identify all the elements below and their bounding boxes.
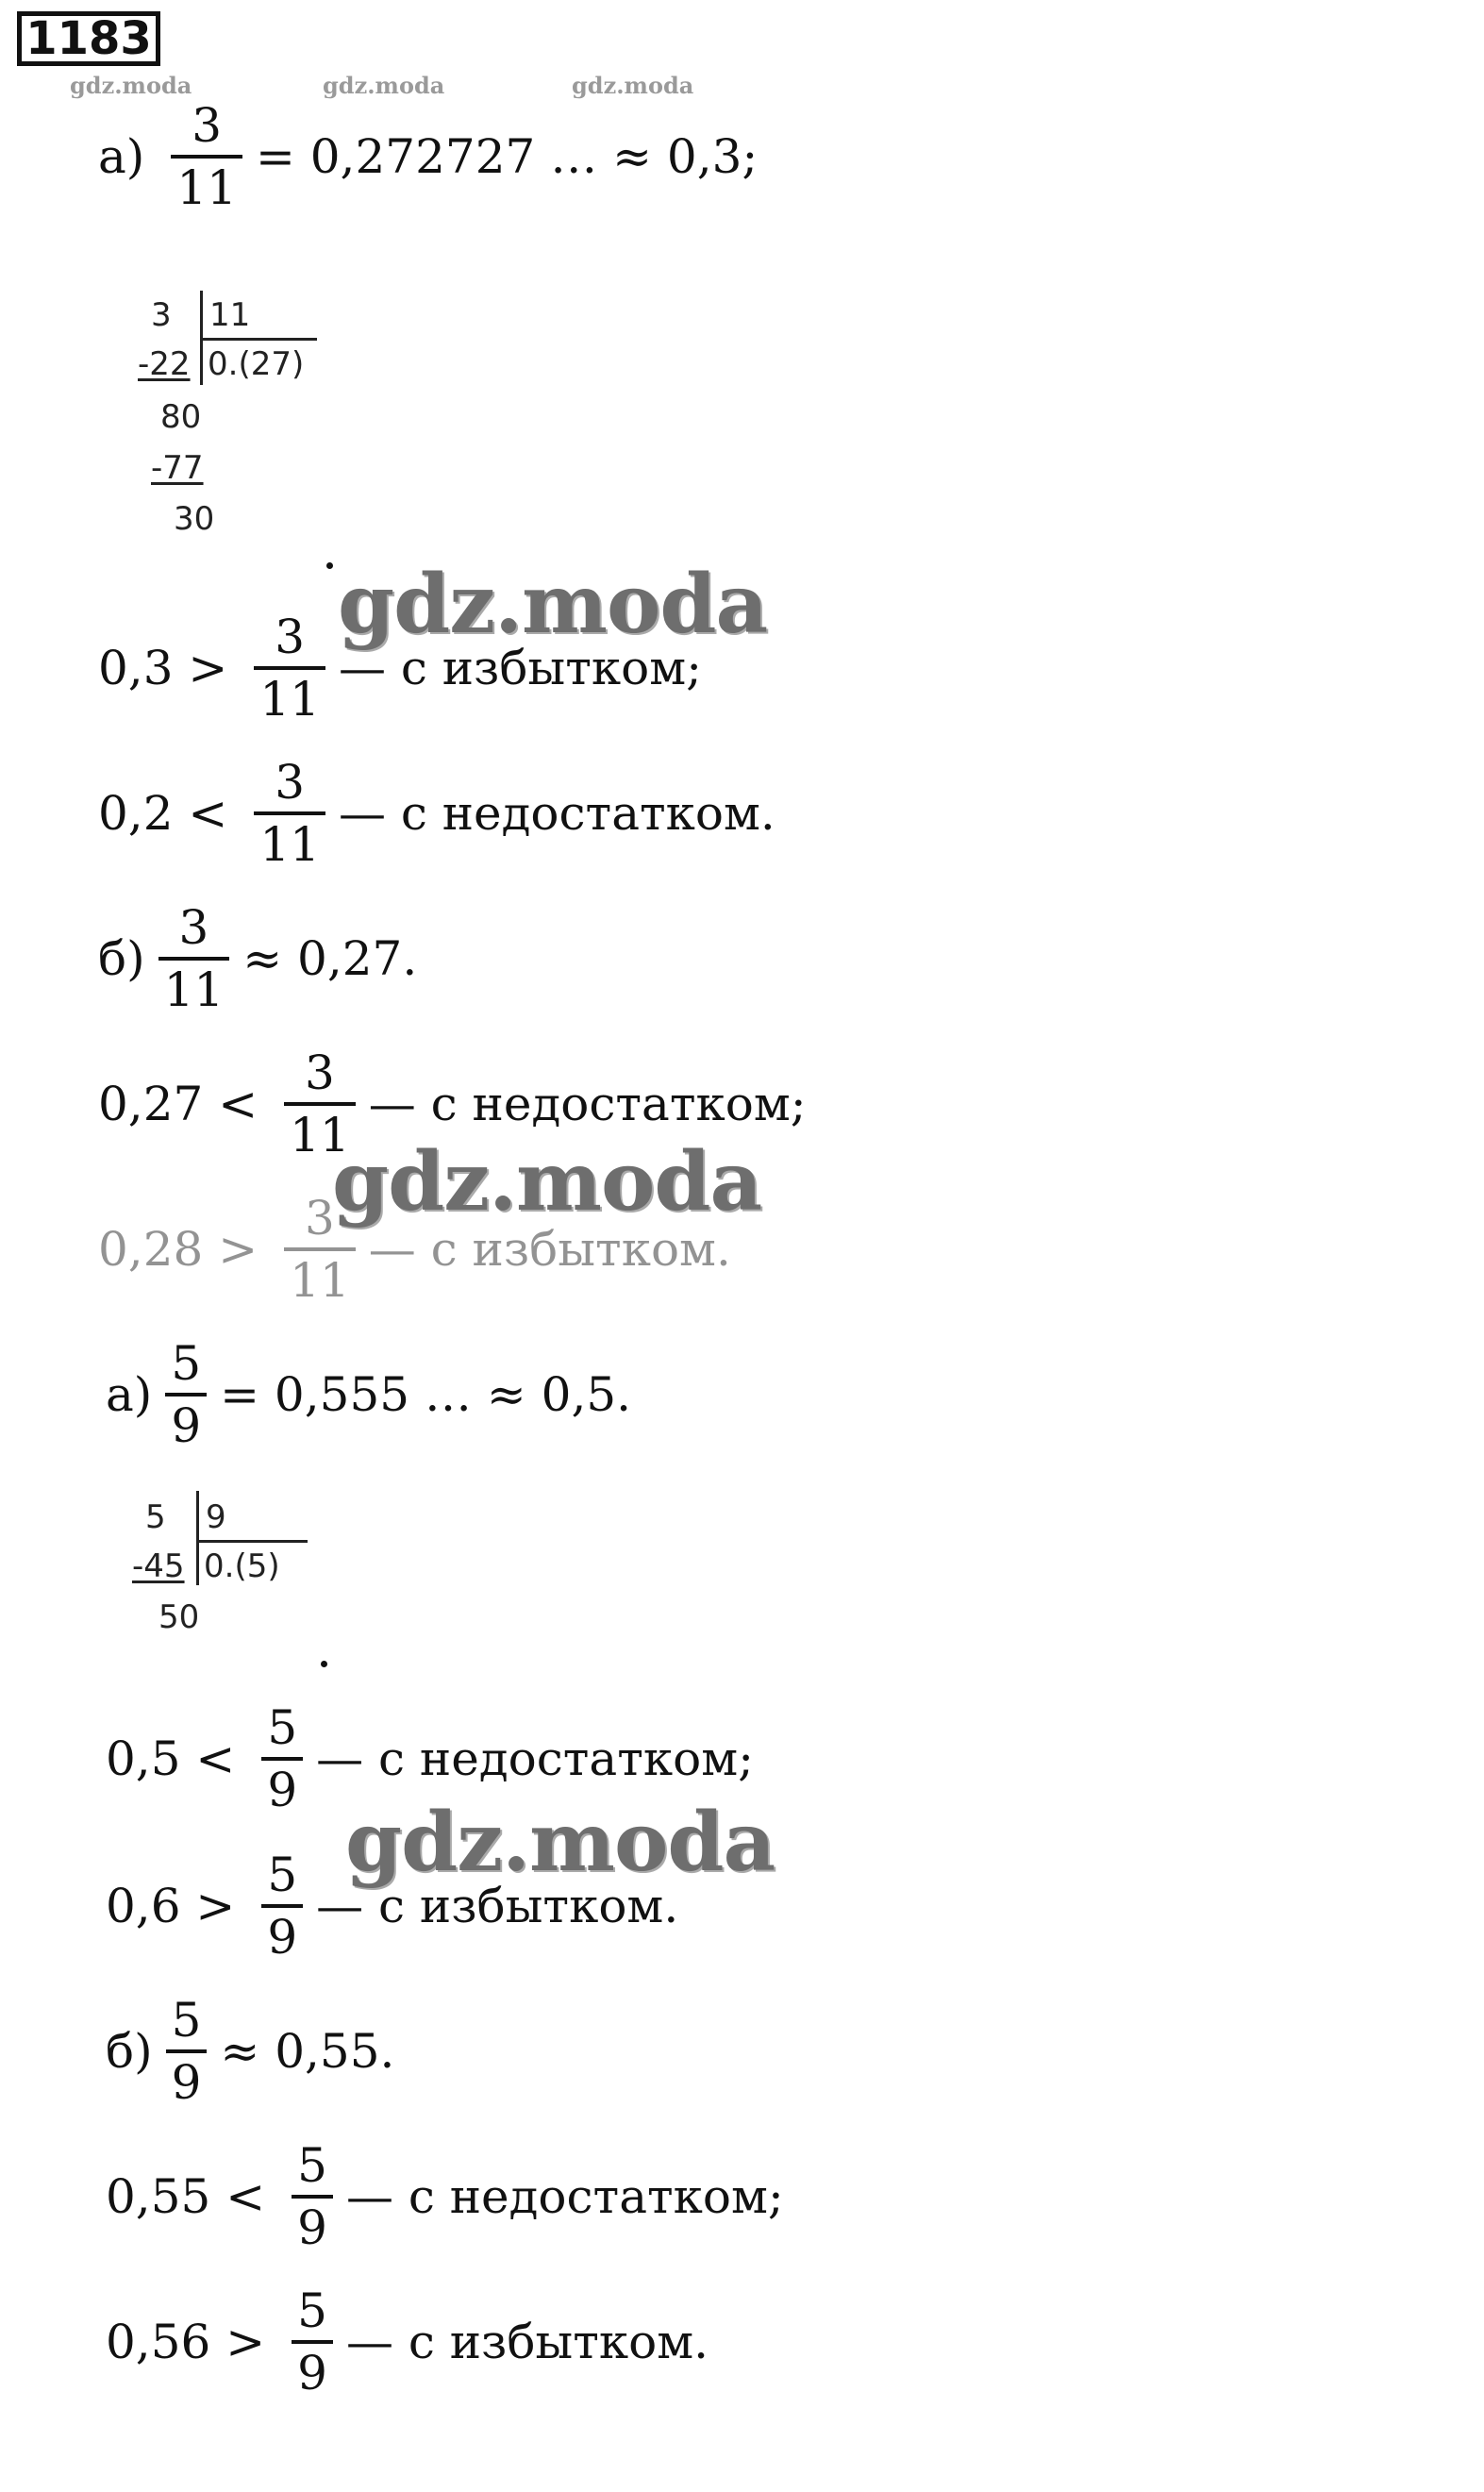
part1-inequality-4	[98, 1191, 744, 1308]
inequality-rhs: — с недостатком;	[316, 1731, 754, 1786]
fraction-denominator: 9	[297, 2346, 327, 2400]
division-horizontal-line	[200, 338, 317, 341]
watermark-big: gdz.moda	[345, 1795, 775, 1890]
fraction-numerator: 5	[267, 1848, 298, 1902]
inequality-rhs: — с недостатком;	[345, 2169, 784, 2224]
watermark-small: gdz.moda	[323, 72, 445, 99]
quotient: 0.(5)	[204, 1547, 280, 1585]
quotient: 0.(27)	[208, 345, 305, 383]
period-dot	[326, 562, 333, 569]
inequality-lhs: 0,3 >	[98, 641, 228, 695]
problem-number: 1183	[17, 11, 160, 66]
fraction-denominator: 11	[290, 1253, 350, 1308]
dividend: 5	[145, 1498, 166, 1536]
fraction	[261, 1848, 303, 1965]
fraction-numerator: 5	[171, 1336, 202, 1391]
fraction-denominator: 11	[259, 672, 320, 727]
subtrahend-1: -22	[138, 345, 191, 383]
fraction	[165, 1336, 207, 1453]
fraction-numerator: 5	[297, 2138, 327, 2193]
inequality-lhs: 0,5 <	[106, 1731, 236, 1786]
inequality-lhs: 0,55 <	[106, 2169, 266, 2224]
fraction	[261, 1700, 303, 1817]
fraction-denominator: 9	[267, 1763, 298, 1817]
fraction-numerator: 3	[305, 1191, 335, 1246]
subtrahend-2: -77	[151, 449, 204, 487]
fraction	[171, 98, 242, 215]
fraction-denominator: 11	[259, 817, 320, 872]
watermark-big: gdz.moda	[338, 557, 768, 652]
watermark-small: gdz.moda	[70, 72, 192, 99]
fraction-numerator: 3	[178, 900, 209, 955]
fraction-denominator: 9	[297, 2200, 327, 2255]
equation-rhs: = 0,272727 … ≈ 0,3;	[255, 129, 759, 184]
fraction-numerator: 3	[275, 610, 306, 664]
equation-rhs: = 0,555 … ≈ 0,5.	[220, 1367, 632, 1422]
fraction	[292, 2138, 333, 2255]
part1-inequality-1	[98, 610, 715, 727]
watermark-small: gdz.moda	[572, 72, 694, 99]
part-a-label: а)	[106, 1367, 153, 1422]
inequality-lhs: 0,2 <	[98, 786, 228, 841]
fraction	[166, 1993, 208, 2110]
part2-inequality-2	[106, 1848, 692, 1965]
fraction-denominator: 11	[176, 160, 237, 215]
part2-a-equation	[106, 1336, 644, 1453]
inequality-rhs: — с избытком.	[316, 1879, 679, 1933]
remainder-2: 30	[174, 500, 215, 538]
part-b-label: б)	[98, 931, 145, 986]
inequality-rhs: — с недостатком;	[368, 1077, 807, 1131]
inequality-rhs: — с избытком.	[345, 2315, 709, 2369]
watermark-big: gdz.moda	[332, 1134, 762, 1229]
fraction-denominator: 9	[171, 1398, 202, 1453]
fraction-denominator: 9	[267, 1910, 298, 1965]
long-division-3-11	[132, 283, 340, 547]
inequality-lhs: 0,27 <	[98, 1077, 258, 1131]
equation-rhs: ≈ 0,27.	[242, 931, 418, 986]
fraction	[254, 610, 325, 727]
fraction-denominator: 11	[163, 962, 225, 1017]
part2-inequality-3	[106, 2138, 797, 2255]
fraction	[254, 755, 325, 872]
fraction-numerator: 3	[275, 755, 306, 810]
part2-inequality-4	[106, 2283, 722, 2400]
division-vertical-line	[196, 1491, 199, 1585]
subtrahend-1: -45	[132, 1547, 185, 1585]
part1-inequality-2	[98, 755, 789, 872]
fraction	[292, 2283, 333, 2400]
division-horizontal-line	[196, 1540, 308, 1543]
inequality-rhs: — с избытком.	[368, 1222, 731, 1277]
fraction	[284, 1191, 356, 1308]
divisor: 9	[206, 1498, 226, 1536]
part1-b-equation	[98, 900, 430, 1017]
inequality-lhs: 0,56 >	[106, 2315, 266, 2369]
equation-rhs: ≈ 0,55.	[220, 2024, 395, 2079]
inequality-rhs: — с избытком;	[338, 641, 702, 695]
fraction	[158, 900, 230, 1017]
long-division-5-9	[132, 1485, 321, 1646]
part2-b-equation	[106, 1993, 408, 2110]
period-dot	[321, 1661, 327, 1667]
fraction-denominator: 11	[290, 1108, 350, 1162]
inequality-lhs: 0,28 >	[98, 1222, 258, 1277]
fraction-numerator: 5	[171, 1993, 202, 2048]
fraction-denominator: 9	[171, 2055, 202, 2110]
remainder-1: 80	[160, 398, 202, 436]
fraction-numerator: 5	[297, 2283, 327, 2338]
dividend: 3	[151, 296, 172, 334]
divisor: 11	[209, 296, 251, 334]
part-a-label: а)	[98, 129, 145, 184]
fraction-numerator: 3	[305, 1045, 335, 1100]
fraction-numerator: 5	[267, 1700, 298, 1755]
part1-a-equation	[98, 98, 771, 215]
inequality-rhs: — с недостатком.	[338, 786, 775, 841]
inequality-lhs: 0,6 >	[106, 1879, 236, 1933]
remainder-1: 50	[158, 1598, 200, 1636]
fraction-numerator: 3	[192, 98, 223, 153]
part-b-label: б)	[106, 2024, 153, 2079]
